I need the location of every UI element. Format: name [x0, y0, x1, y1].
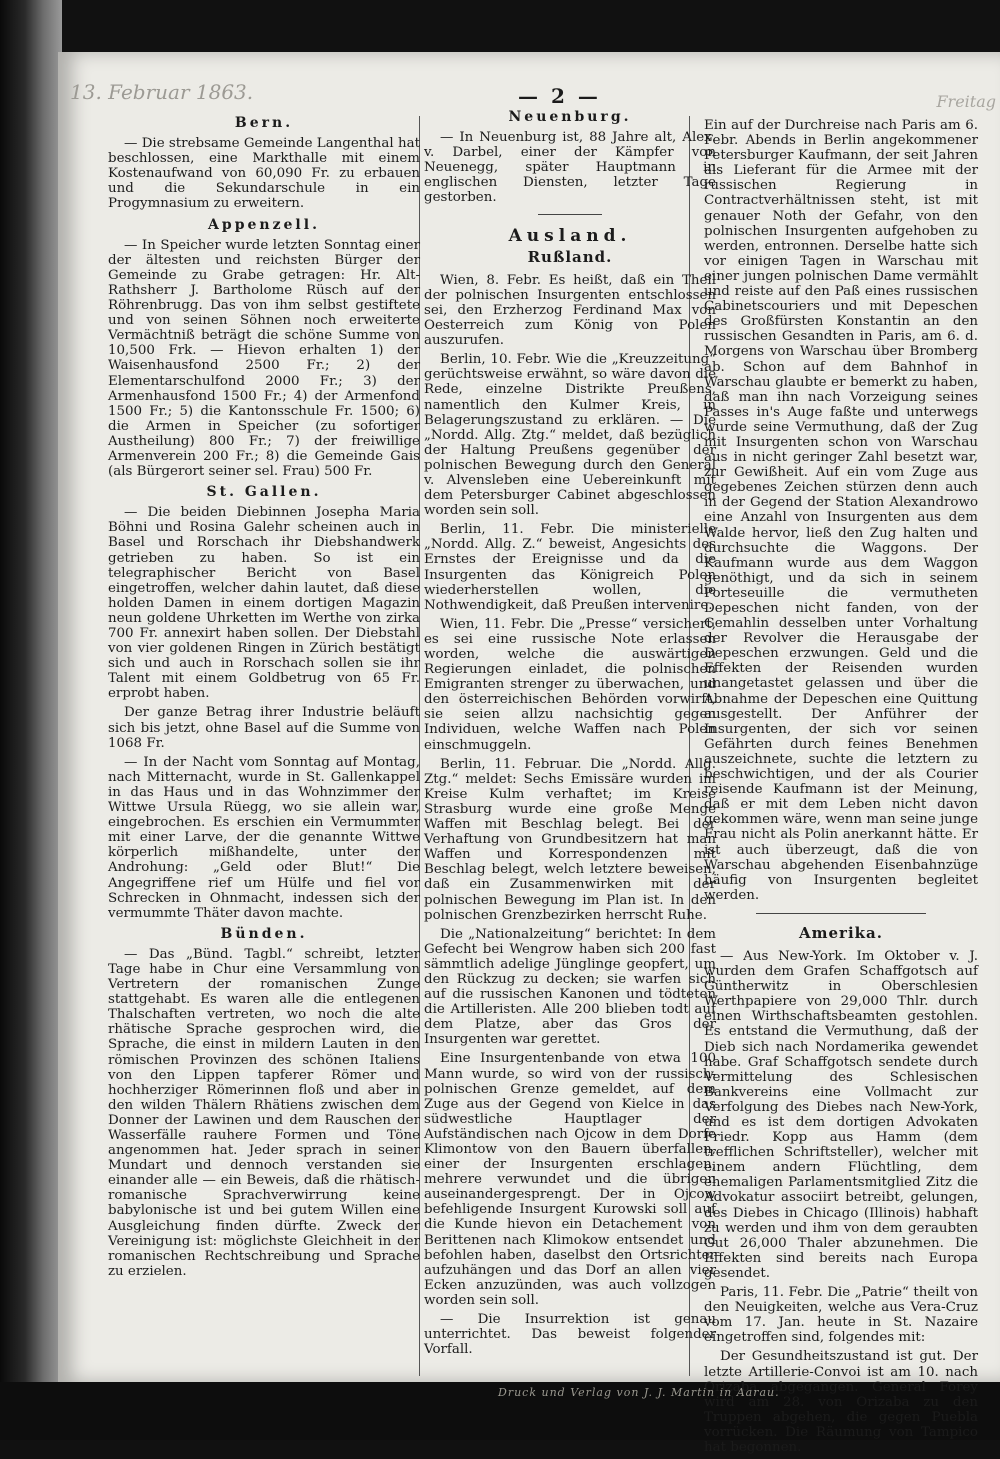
section-heading-neuenburg: Neuenburg.: [508, 109, 632, 125]
section-heading-bern: Bern.: [234, 115, 294, 131]
article-paragraph: — Die beiden Diebinnen Josepha Maria Böhni und Rosina Galehr scheinen auch in Basel und Rorschach ihr Diebshandwerk getrieben zu haben. So ist ein telegraphischer Bericht von Basel eingetroffen, welcher dahin lautet, daß diese holden Damen in einem dortigen Magazin neun goldene Uhrketten im Werthe von zirka 700 Fr. annexirt haben sollen. Der Diebstahl von vier goldenen Ringen in Zürich bestätigt sich und auch in Rorschach sollen sie ihr Talent mit einem Goldbetrug von 65 Fr. erprobt haben.: [108, 505, 420, 702]
article-paragraph: Berlin, 11. Februar. Die „Nordd. Allg. Ztg.“ meldet: Sechs Emissäre wurden im Kreise Kulm verhaftet; im Kreise Strasburg wurde eine große Menge Waffen mit Beschlag belegt. Bei der Verhaftung von Grundbesitzern hat man Waffen und Korrespondenzen mit Beschlag belegt, welch letztere beweisen, daß ein Zusammenwirken mit der polnischen Bewegung im Plan ist. In den polnischen Grenzbezirken herrscht Ruhe.: [424, 756, 716, 923]
section-heading-amerika: Amerika.: [799, 923, 883, 942]
section-divider: [538, 214, 602, 215]
article-paragraph: — In Speicher wurde letzten Sonntag einer der ältesten und reichsten Bürger der Gemeinde zu Grabe getragen: Hr. Alt-Rathsherr J. Bartholome Rüsch auf der Röhrenbrugg. Das von ihm selbst gestiftete und von seinen Söhnen noch erweiterte Vermächtniß beträgt die schöne Summe von 10,500 Frk. — Hievon erhalten 1) der Waisenhausfond 2500 Fr.; 2) der Elementarschulfond 2000 Fr.; 3) der Armenhausfond 1500 Fr.; 4) der Armenfond 1500 Fr.; 5) die Kantonsschule Fr. 1500; 6) die Armen in Speicher (zu sofortiger Austheilung) 800 Fr.; 7) der freiwillige Armenverein 200 Fr.; 8) die Gemeinde Gais (als Bürgerort seiner sel. Frau) 500 Fr.: [108, 237, 420, 480]
article-paragraph: Wien, 11. Febr. Die „Presse“ versichert, es sei eine russische Note erlassen worden, welche die auswärtigen Regierungen einladet, die polnischen Emigranten strenger zu überwachen, und den österreichischen Behörden vorwirft, sie seien allzu nachsichtig gegen Individuen, welche Waffen nach Polen einschmuggeln.: [424, 616, 716, 753]
section-heading-buenden: Bünden.: [220, 925, 308, 942]
article-paragraph: Eine Insurgentenbande von etwa 100 Mann wurde, so wird von der russisch-polnischen Grenze gemeldet, auf dem Zuge aus der Gegend von Kielce in das südwestliche Hauptlager der Aufständischen nach Ojcow in dem Dorfe Klimontow von den Bauern überfallen, einer der Insurgenten erschlagen, mehrere verwundet und die übrigen auseinandergesprengt. Der in Ojcow befehligende Insurgent Kurowski soll auf die Kunde hievon ein Detachement von Berittenen nach Klimokow entsendet und befohlen haben, daselbst den Ortsrichter aufzuhängen und das Dorf an allen vier Ecken anzuzünden, was auch vollzogen worden sein soll.: [424, 1051, 716, 1308]
section-heading-st-gallen: St. Gallen.: [206, 484, 322, 501]
column-2: [424, 104, 716, 1361]
article-paragraph: Der Gesundheitszustand ist gut. Der letzte Artillerie-Convoi ist am 10. nach Orizaba abgegangen. General Forey wird am 28. von Orizaba zu den Truppen abgehen, die gegen Puebla vorrücken. Die Räumung von Tampico hat begonnen.: [704, 1349, 978, 1455]
article-paragraph: Der ganze Betrag ihrer Industrie beläuft sich bis jetzt, ohne Basel auf die Summe von 1068 Fr.: [108, 705, 420, 751]
subheading-russland: Rußland.: [527, 247, 613, 266]
imprint-bleed-through: Druck und Verlag von J. J. Martin in Aarau.: [498, 1386, 780, 1399]
book-page-edges: [0, 0, 62, 1440]
article-paragraph: Wien, 8. Febr. Es heißt, daß ein Theil der polnischen Insurgenten entschlossen sei, den Erzherzog Ferdinand Max von Oesterreich zum König von Polen auszurufen.: [424, 272, 716, 349]
section-heading-ausland: Ausland.: [508, 225, 632, 246]
newspaper-page: [58, 52, 1000, 1455]
article-paragraph: Berlin, 10. Febr. Wie die „Kreuzzeitung“ gerüchtsweise erwähnt, so wäre davon die Rede, einzelne Distrikte Preußens, namentlich den Kulmer Kreis, in Belagerungszustand zu erklären. — Die „Nordd. Allg. Ztg.“ meldet, daß bezüglich der Haltung Preußens gegenüber der polnischen Bewegung durch den General v. Alvensleben eine Uebereinkunft mit dem Petersburger Cabinet abgeschlossen worden sein soll.: [424, 352, 716, 519]
article-paragraph: — Aus New-York. Im Oktober v. J. wurden dem Grafen Schaffgotsch auf Güntherwitz in Oberschlesien Werthpapiere von 29,000 Thlr. durch einen Wirthschaftsbeamten gestohlen. Es entstand die Vermuthung, daß der Dieb sich nach Nordamerika gewendet habe. Graf Schaffgotsch sendete durch Vermittelung des Schlesischen Bankvereins eine Vollmacht zur Verfolgung des Diebes nach New-York, und es ist dem dortigen Advokaten Friedr. Kopp aus Hamm (dem trefflichen Schriftsteller), welcher mit einem andern Flüchtling, dem ehemaligen Parlamentsmitglied Zitz die Advokatur associirt betreibt, gelungen, des Diebes in Chicago (Illinois) habhaft zu werden und ihm von dem geraubten Gut 26,000 Thaler abzunehmen. Die Effekten sind bereits nach Europa gesendet.: [704, 948, 978, 1281]
bleed-through-word: Freitag: [936, 92, 996, 111]
column-3: [704, 118, 978, 1459]
article-paragraph: Paris, 11. Febr. Die „Patrie“ theilt von den Neuigkeiten, welche aus Vera-Cruz vom 17. Jan. heute in St. Nazaire eingetroffen sind, folgendes mit:: [704, 1285, 978, 1346]
article-paragraph: — In Neuenburg ist, 88 Jahre alt, Alex. v. Darbel, einer der Kämpfer von Neuenegg, später Hauptmann in englischen Diensten, letzter Tage gestorben.: [424, 130, 716, 206]
article-paragraph: Die „Nationalzeitung“ berichtet: In dem Gefecht bei Wengrow haben sich 200 fast sämmtlich adelige Jünglinge geopfert, um den Rückzug zu decken; sie warfen sich auf die russischen Kanonen und tödteten die Artilleristen. Alle 200 blieben todt auf dem Platze, aber das Gros der Insurgenten war gerettet.: [424, 926, 716, 1048]
bleed-through-date: 13. Februar 1863.: [70, 80, 254, 104]
article-paragraph: Berlin, 11. Febr. Die ministerielle „Nordd. Allg. Z.“ beweist, Angesichts des Ernstes der Ereignisse und da die Insurgenten das Königreich Polen wiederherstellen wollen, die Nothwendigkeit, daß Preußen intervenire.: [424, 522, 716, 613]
column-1: [108, 110, 420, 1283]
article-paragraph: — Die strebsame Gemeinde Langenthal hat beschlossen, eine Markthalle mit einem Kostenaufwand von 60,090 Fr. zu erbauen und die Sekundarschule in ein Progymnasium zu erweitern.: [108, 136, 420, 212]
article-paragraph: Ein auf der Durchreise nach Paris am 6. Febr. Abends in Berlin angekommener Petersburger Kaufmann, der seit Jahren als Lieferant für die Armee mit der russischen Regierung in Contractverhältnissen steht, ist mit genauer Noth der Gefahr, von den polnischen Insurgenten aufgehoben zu werden, entronnen. Derselbe hatte sich vor einigen Tagen in Warschau mit einer jungen polnischen Dame vermählt und reiste auf den Paß eines russischen Cabinetscouriers und mit Depeschen des Großfürsten Konstantin an den russischen Gesandten in Paris, am 6. d. Morgens von Warschau über Bromberg ab. Schon auf dem Bahnhof in Warschau glaubte er bemerkt zu haben, daß man ihn nach Vorzeigung seines Passes in's Auge faßte und unterwegs wurde seine Vermuthung, daß der Zug mit Insurgenten schon von Warschau aus in nicht geringer Zahl besetzt war, zur Gewißheit. Auf ein vom Zuge aus gegebenes Zeichen stürzen denn auch in der Gegend der Station Alexandrowo eine Anzahl von Insurgenten aus dem Walde hervor, ließ den Zug halten und durchsuchte die Waggons. Der Kaufmann wurde aus dem Waggon genöthigt, und da sich in seinem Porteseuille die vermutheten Depeschen nicht fanden, von der Gemahlin desselben unter Vorhaltung der Revolver die Herausgabe der Depeschen erzwungen. Geld und die Effekten der Reisenden wurden unangetastet gelassen und über die Abnahme der Depeschen eine Quittung ausgestellt. Der Anführer der Insurgenten, der sich vor seinen Gefährten durch feines Benehmen auszeichnete, suchte die letztern zu beschwichtigen, und der als Courier reisende Kaufmann ist der Meinung, daß er mit dem Leben nicht davon gekommen wäre, wenn man seine junge Frau nicht als Polin anerkannt hätte. Er ist auch überzeugt, daß die von Warschau abgehenden Eisenbahnzüge häufig von Insurgenten begleitet werden.: [704, 118, 978, 903]
section-divider: [756, 913, 926, 914]
section-heading-appenzell: Appenzell.: [208, 216, 320, 233]
article-paragraph: — Die Insurrektion ist genau unterrichtet. Das beweist folgender Vorfall.: [424, 1312, 716, 1358]
article-paragraph: — In der Nacht vom Sonntag auf Montag, nach Mitternacht, wurde in St. Gallenkappel in das Haus und in das Wohnzimmer der Wittwe Ursula Rüegg, wo sie allein war, eingebrochen. Es erschien ein Vermummter mit einer Larve, der die genannte Wittwe körperlich mißhandelte, unter der Androhung: „Geld oder Blut!“ Die Angegriffene rief um Hülfe und fiel vor Schrecken in Ohnmacht, indessen sich der vermummte Thäter davon machte.: [108, 754, 420, 921]
page-number: — 2 —: [518, 84, 601, 108]
article-paragraph: — Das „Bünd. Tagbl.“ schreibt, letzter Tage habe in Chur eine Versammlung von Vertretern der romanischen Zunge stattgehabt. Es waren alle die entlegenen Thalschaften vertreten, wo noch die alte rhätische Sprache gesprochen wird, die Sprache, die einst in mildern Lauten in den römischen Provinzen des schönen Italiens von den Lippen tapferer Römer und hochherziger Römerinnen floß und aber in den wilden Thälern Rhätiens zwischen dem Donner der Lawinen und dem Rauschen der Wasserfälle rauhere Formen und Töne angenommen hat. Jeder sprach in seiner Mundart und dennoch verstanden sie einander alle — ein Beweis, daß die rhätisch-romanische Sprachverwirrung keine babylonische ist und bei gutem Willen eine Ausgleichung finden dürfte. Zweck der Vereinigung ist: möglichste Gleichheit in der romanischen Rechtschreibung und Sprache zu erzielen.: [108, 946, 420, 1279]
